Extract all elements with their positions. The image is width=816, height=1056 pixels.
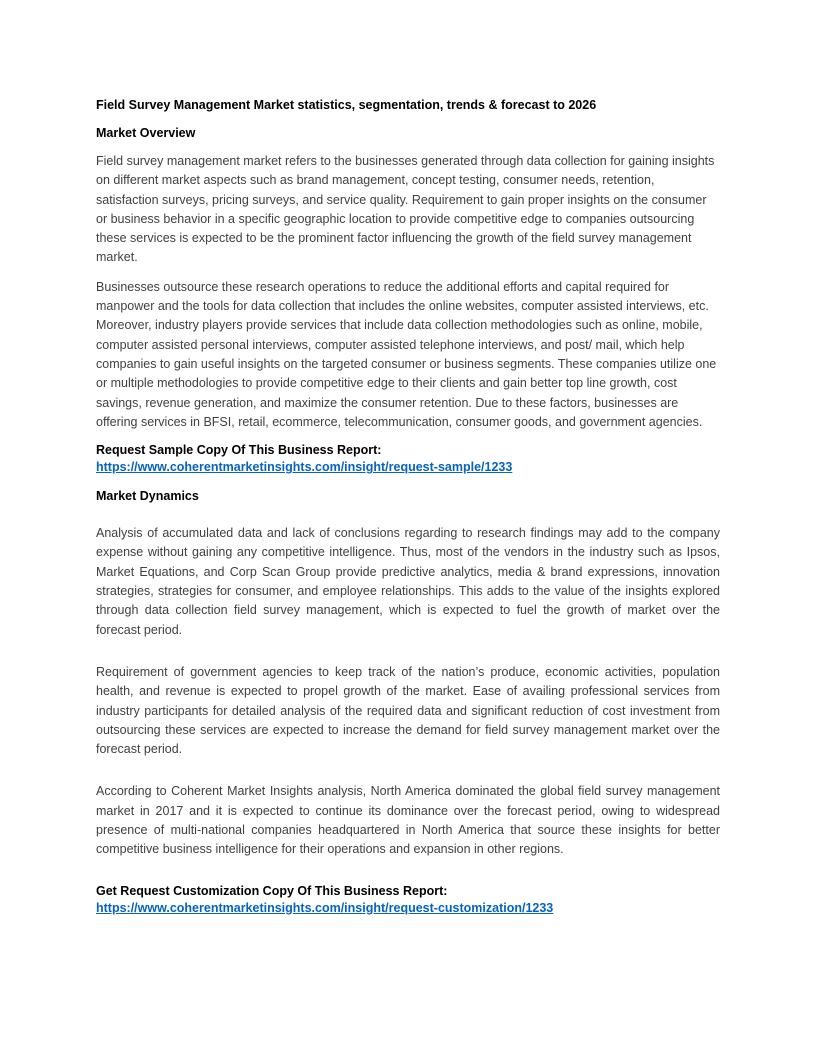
customization-request-label: Get Request Customization Copy Of This Business Report: [96, 883, 448, 898]
overview-paragraph-2: Businesses outsource these research operations to reduce the additional efforts and capital required for manpower and the tools for data collection that includes the online websites, computer assisted interviews, etc. Moreover, industry players provide services that include data collection methodologies such as online, mobile, computer assisted personal interviews, computer assisted telephone interviews, and post/ mail, which help companies to gain useful insights on the targeted consumer or business segments. These companies utilize one or multiple methodologies to provide competitive edge to their clients and gain better top line growth, cost savings, revenue generation, and maximize the consumer retention. Due to these factors, businesses are offering services in BFSI, retail, ecommerce, telecommunication, consumer goods, and government agencies. [96, 279, 717, 429]
spacer [96, 506, 720, 524]
sample-request-link[interactable]: https://www.coherentmarketinsights.com/insight/request-sample/1233 [96, 460, 513, 475]
overview-paragraph-1: Field survey management market refers to the businesses generated through data collection for gaining insights on different market aspects such as brand management, concept testing, consumer needs, retention, satisfaction surveys, pricing surveys, and service quality. Requirement to gain proper insights on the consumer or business behavior in a specific geographic location to provide competitive edge to companies outsourcing these services is expected to be the prominent factor influencing the growth of the field survey management market. [96, 154, 715, 265]
dynamics-paragraph-2: Requirement of government agencies to keep track of the nation’s produce, economic activities, population health, and revenue is expected to propel growth of the market. Ease of availing professional services from industry participants for detailed analysis of the required data and significant reduction of cost investment from outsourcing these services are expected to increase the demand for field survey management market over the forecast period. [96, 664, 720, 757]
sample-request-label: Request Sample Copy Of This Business Report: [96, 443, 382, 458]
spacer [96, 769, 720, 782]
document-title: Field Survey Management Market statistics, segmentation, trends & forecast to 2026 [96, 98, 597, 112]
dynamics-paragraph-3: According to Coherent Market Insights analysis, North America dominated the global field survey management market in 2017 and it is expected to continue its dominance over the forecast period, owing to widespread presence of multi-national companies headquartered in North America that source these insights for better competitive business intelligence for their operations and expansion in other regions. [96, 784, 720, 857]
spacer [96, 870, 720, 883]
customization-request-link[interactable]: https://www.coherentmarketinsights.com/insight/request-customization/1233 [96, 900, 554, 915]
market-overview-heading: Market Overview [96, 126, 196, 140]
market-dynamics-heading: Market Dynamics [96, 489, 199, 504]
document-page [96, 96, 720, 928]
dynamics-paragraph-1: Analysis of accumulated data and lack of conclusions regarding to research findings may add to the company expense without gaining any competitive intelligence. Thus, most of the vendors in the industry such as Ipsos, Market Equations, and Corp Scan Group provide predictive analytics, media & brand expressions, innovation strategies, strategies for consumer, and employee relationships. This adds to the value of the insights explored through data collection field survey management, which is expected to fuel the growth of market over the forecast period. [96, 526, 720, 637]
spacer [96, 650, 720, 663]
